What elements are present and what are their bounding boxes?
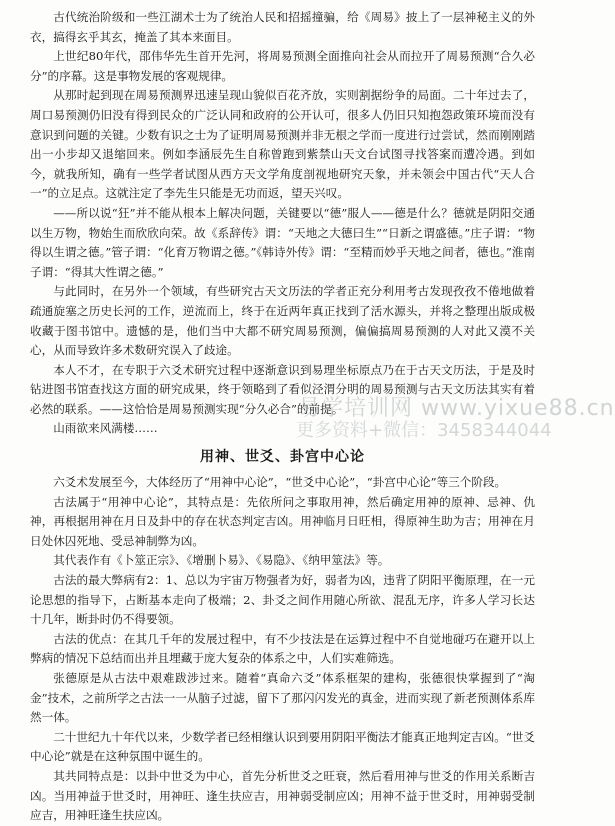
watermark-site: 易学培训网 www.yixue88.cn — [298, 396, 615, 421]
paragraph: 二十世纪九十年代以来，少数学者已经相继认识到要用阴阳平衡法才能真正地判定吉凶。“世爻中心论”就是在这种氛围中诞生的。 — [30, 729, 535, 764]
paragraph: 其共同特点是：以卦中世爻为中心，首先分析世爻之旺衰，然后看用神与世爻的作用关系断吉凶。当用神益于世爻时，用神旺、逢生扶应吉，用神弱受制应凶；用神不益于世爻时，用神弱受制应吉，用神旺逢生扶应凶。 — [30, 768, 535, 823]
paragraph: 古法的优点：在其几千年的发展过程中，有不少技法是在运算过程中不自觉地碰巧在避开以上弊病的情况下总结而出并且埋藏于庞大复杂的体系之中，人们实难筛选。 — [30, 631, 535, 666]
paragraph: 古代统治阶级和一些江湖术士为了统治人民和招摇撞骗，给《周易》披上了一层神秘主义的外衣，搞得玄乎其玄，掩盖了其本来面目。 — [30, 10, 535, 44]
paragraph: 与此同时，在另外一个领域，有些研究古天文历法的学者正充分利用考古发现孜孜不倦地做着疏通旋塞之历史长河的工作，逆流而上，终于在近两年真正找到了活水源头，并将之整理出版成极收藏于图书馆中。遗憾的是，他们当中大都不研究周易预测，偏偏搞周易预测的人对此又漠不关心，从而导致许多术数研究误入了歧途。 — [30, 284, 535, 358]
closing-line: 山雨欲来风满楼…… — [53, 421, 158, 436]
watermark-contact: 更多资料+微信：3458344044 — [296, 420, 552, 441]
paragraph: 六爻术发展至今，大体经历了“用神中心论”，“世爻中心论”，“卦宫中心论”等三个阶段。 — [53, 475, 507, 490]
paragraph: 古法属于“用神中心论”，其特点是：先依所问之事取用神，然后确定用神的原神、忌神、仇神，再根据用神在月日及卦中的存在状态判定吉凶。用神临月日旺相，得原神生助为吉；用神在月日处休囚死地、受忌神制弊为凶。 — [30, 494, 535, 548]
paragraph: 古法的最大弊病有2：1、总以为宇宙万物强者为好，弱者为凶，违背了阴阳平衡原理，在一元论思想的指导下，占断基本走向了极端；2、卦爻之间作用随心所欲、混乱无序，许多人学习长达十几年，断卦时仍不得要领。 — [30, 573, 535, 627]
paragraph: 上世纪80年代，邵伟华先生首开先河，将周易预测全面推向社会从而拉开了周易预测“合久必分”的序幕。这是事物发展的客观规律。 — [30, 49, 535, 83]
section-title: 用神、世爻、卦宫中心论 — [200, 449, 365, 466]
paragraph: 张德原是从古法中艰难跋涉过来。随着“真命六爻”体系框架的建构，张德很快掌握到了“淘金”技术，之前所学之古法一一从脑子过滤，留下了那闪闪发光的真金，进而实现了新老预测体系库然一体。 — [30, 671, 535, 725]
paragraph: 其代表作有《卜筮正宗》、《增删卜易》、《易隐》、《纳甲筮法》等。 — [53, 553, 390, 568]
paragraph: 本人不才，在专职于六爻术研究过程中逐渐意识到易理坐标原点乃在于古天文历法，于是及时钻进图书馆查找这方面的研究成果，终于领略到了看似泾渭分明的周易预测与古天文历法其实有着必然的联系。——这恰恰是周易预测实现“分久必合”的前提。 — [30, 362, 535, 416]
paragraph: ——所以说“狂”并不能从根本上解决问题，关键要以“德”服人——德是什么？德就是阴阳交通以生万物，物始生而欣欣向荣。故《系辞传》谓：“天地之大德曰生”“日新之谓盛德。”庄子谓：“物得以生谓之德。”管子谓：“化育万物谓之德。”《韩诗外传》谓：“至精而妙乎天地之间者，德也。”淮南子谓：“得其大性谓之德。” — [30, 205, 535, 279]
paragraph: 从那时起到现在周易预测界迅速呈现山貌似百花齐放，实则割据纷争的局面。二十年过去了，周口易预测仍旧没有得到民众的广泛认同和政府的公开认可，很多人仍旧只知抱怨政策环境而没有意识到问题的关键。少数有识之士为了证明周易预测并非无根之学而一度进行过尝试，然而刚刚踏出一小步却又退缩回来。例如李涵辰先生自称曾跑到紫禁山天文台试图寻找答案而遭冷遇。到如今，就我所知，确有一些学者试图从西方天文学角度剖视地研究天象，并未领会中国古代“天人合一”的立足点。这就注定了李先生只能是无功而返，望天兴叹。 — [30, 88, 535, 201]
